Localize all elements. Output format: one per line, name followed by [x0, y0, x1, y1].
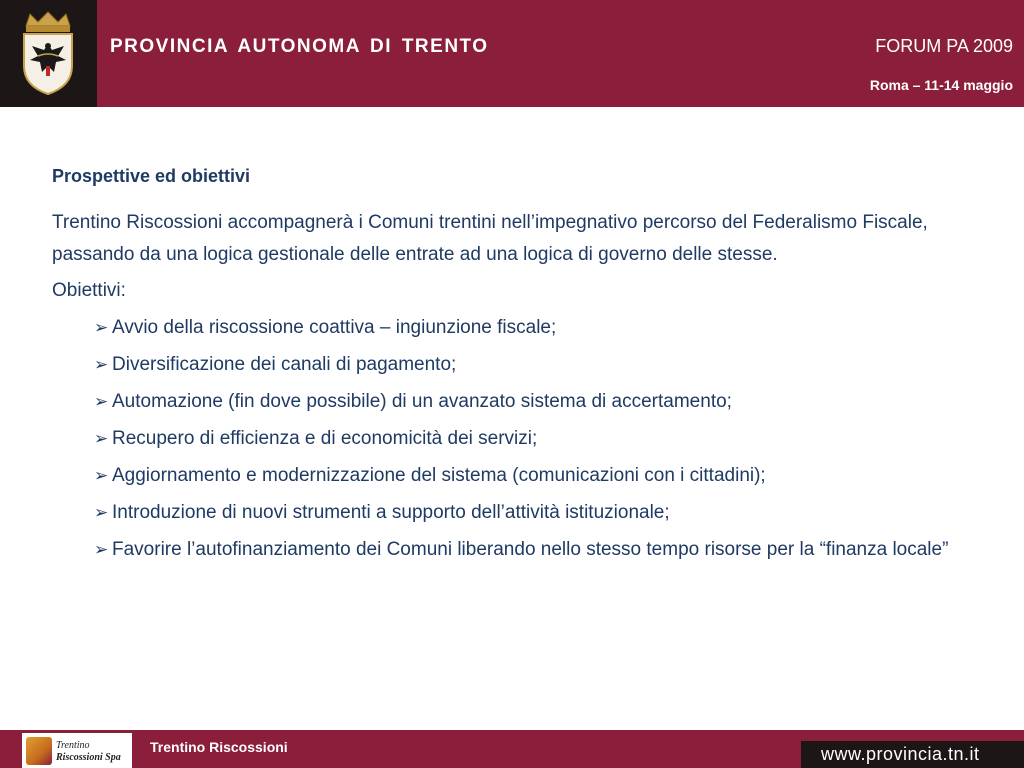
list-item	[94, 387, 992, 417]
list-item-text: Recupero di efficienza e di economicità dei servizi;	[112, 428, 538, 449]
arrow-bullet-icon: ➢	[94, 503, 109, 522]
list-item-text: Introduzione di nuovi strumenti a supporto dell’attività istituzionale;	[112, 502, 670, 523]
footer-url-panel	[801, 741, 1024, 768]
logo-line-2: Riscossioni Spa	[56, 752, 121, 763]
arrow-bullet-icon: ➢	[94, 429, 109, 448]
list-item-text: Favorire l’autofinanziamento dei Comuni liberando nello stesso tempo risorse per la “finanza locale”	[112, 539, 949, 560]
list-item-text: Diversificazione dei canali di pagamento;	[112, 354, 457, 375]
arrow-bullet-icon: ➢	[94, 466, 109, 485]
objectives-label: Obiettivi:	[52, 280, 126, 301]
arrow-bullet-icon: ➢	[94, 540, 109, 559]
objectives-list	[52, 313, 992, 565]
list-item	[94, 313, 992, 343]
arrow-bullet-icon: ➢	[94, 392, 109, 411]
tr-logo-icon	[26, 737, 52, 765]
header-bar	[0, 0, 1024, 107]
event-title: FORUM PA 2009	[875, 36, 1013, 56]
logo-line-1: Trentino	[56, 740, 90, 751]
section-heading: Prospettive ed obiettivi	[52, 166, 251, 186]
coat-of-arms-eagle-icon	[16, 10, 80, 96]
list-item-text: Automazione (fin dove possibile) di un avanzato sistema di accertamento;	[112, 391, 732, 412]
event-date: Roma – 11-14 maggio	[869, 77, 1013, 93]
arrow-bullet-icon: ➢	[94, 355, 109, 374]
footer-bar	[0, 730, 1024, 768]
list-item-text: Avvio della riscossione coattiva – ingiunzione fiscale;	[112, 317, 557, 338]
list-item	[94, 350, 992, 380]
intro-paragraph: Trentino Riscossioni accompagnerà i Comuni trentini nell’impegnativo percorso del Federalismo Fiscale, passando da una logica gestionale delle entrate ad una logica di governo delle stesse.	[52, 212, 928, 265]
list-item	[94, 498, 992, 528]
list-item	[94, 461, 992, 491]
footer-url: www.provincia.tn.it	[821, 744, 980, 764]
logo-panel	[0, 0, 97, 107]
trentino-riscossioni-logo	[22, 733, 132, 768]
slide-content	[52, 166, 992, 572]
list-item	[94, 424, 992, 454]
arrow-bullet-icon: ➢	[94, 318, 109, 337]
footer-company-name: Trentino Riscossioni	[150, 739, 288, 755]
list-item-text: Aggiornamento e modernizzazione del sistema (comunicazioni con i cittadini);	[112, 465, 766, 486]
list-item	[94, 535, 992, 565]
org-title: PROVINCIA AUTONOMA DI TRENTO	[110, 36, 489, 57]
